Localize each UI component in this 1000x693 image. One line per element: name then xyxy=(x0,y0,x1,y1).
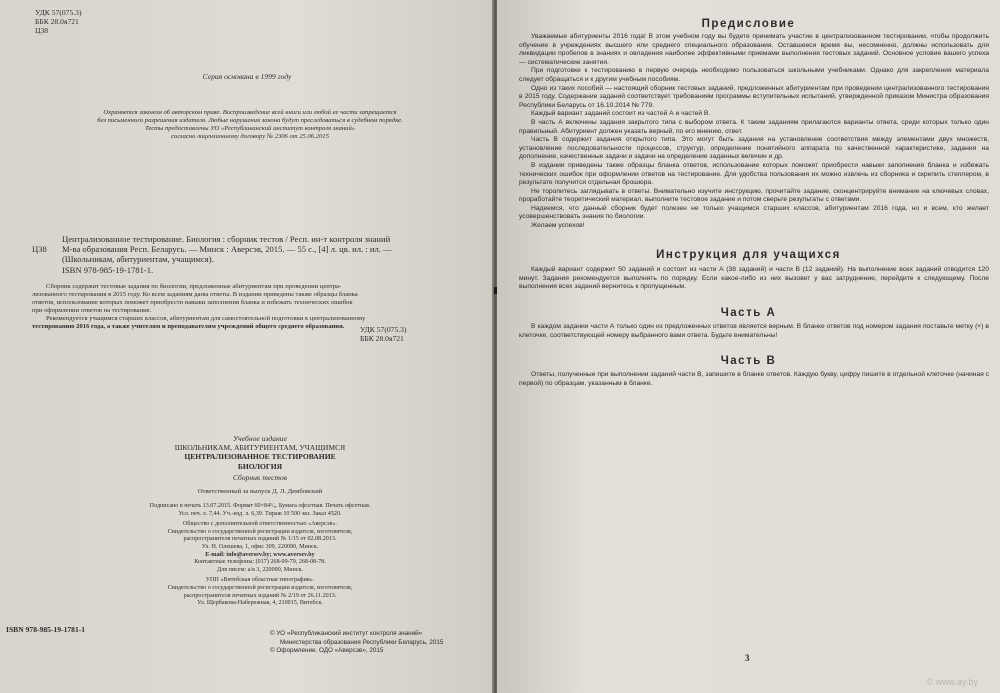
part-b-title: Часть В xyxy=(720,355,777,367)
series-note: Серия основана в 1999 году xyxy=(202,72,292,81)
notice-line: Охраняется законом об авторском праве. Воспроизведение всей книги или любой ее части запрещается xyxy=(103,109,397,116)
copyright-line: Министерства образования Республики Беларусь, 2015 xyxy=(280,638,444,646)
annotation-line: тестированию 2016 года, а также учителям и преподавателям учреждений общего среднего образования. xyxy=(32,323,345,330)
edition-subject: БИОЛОГИЯ xyxy=(237,461,283,471)
right-page xyxy=(497,0,1000,693)
preface-paragraph: Надеемся, что данный сборник будет полезен не только учащимся старших классов, абитуриентам 2016 года, но и всем, кто желает усовершенствовать знания по биологии. xyxy=(519,204,989,221)
footer-copyright xyxy=(270,630,443,656)
imprint-line: Подписано в печать 13.07.2015. Формат 60×84¹/₈. Бумага офсетная. Печать офсетная. xyxy=(149,503,371,509)
preface-closing: Желаем успехов! xyxy=(531,222,585,230)
isbn-bottom: ISBN 978-985-19-1781-1 xyxy=(6,625,86,634)
bbk-line: ББК 28.0я721 xyxy=(35,17,79,27)
notice-line: согласно лицензионному договору № 2306 от 25.06.2015 xyxy=(171,133,329,140)
imprint-line: Усл. печ. л. 7,44. Уч.-изд. л. 6,39. Тираж 10 500 экз. Заказ 4520. xyxy=(178,510,342,517)
bbk-line: ББК 28.0я721 xyxy=(360,334,404,344)
udk-line: УДК 57(075.3) xyxy=(35,8,82,17)
annotation-line: Сборник содержит тестовые задания по биологии, предложенные абитуриентам при проведении центра- xyxy=(46,283,342,290)
page-number: 3 xyxy=(745,653,750,663)
bibliographic-record xyxy=(32,234,477,275)
preface-paragraph: В часть А включены задания закрытого типа с выбором ответа. К таким заданиям прилагаются варианты ответа, среди которых только один правильный. Абитуриент должен указать верный, по его мнению, ответ. xyxy=(519,118,989,135)
imprint-line: Контактные телефоны: (017) 268-09-79, 268-08-78. xyxy=(194,559,326,566)
notice-line: без письменного разрешения издателя. Любые нарушения закона будут преследоваться в судебном порядке. xyxy=(97,117,403,124)
imprint-block xyxy=(100,503,420,608)
imprint-line: распространителя печатных изданий № 2/19 от 26.11.2013. xyxy=(183,592,337,599)
imprint-line: Ул. Щербакова-Набережная, 4, 210015, Витебск. xyxy=(197,600,323,607)
preface-paragraph: Уважаемые абитуриенты 2016 года! В этом учебном году вы будете принимать участие в централизованном тестировании, чтобы продолжить обучение в учреждениях высшего или среднего специального образования. Оставшееся время вы, несомненно, должны использовать для ликвидации пробелов в знаниях и овладения наиболее эффективными приемами выполнения тестовых заданий. Основное условие вашего успеха — систематические занятия. xyxy=(519,33,989,66)
preface-paragraph: При подготовке к тестированию в первую очередь необходимо пользоваться школьными учебниками. Однако для закрепления материала следует обращаться и к другим учебным пособиям. xyxy=(519,67,989,83)
copyright-line: © УО «Республиканский институт контроля знаний» xyxy=(270,630,423,637)
responsible-line: Ответственный за выпуск Д. Л. Дембовский xyxy=(197,488,323,496)
watermark: © www.ay.by xyxy=(926,677,978,687)
preface-paragraph: В издании приведены также образцы бланка ответов, использование которых поможет приобрести навыки заполнения бланка и избежать технических ошибок при оформлении ответов на тестирование. Для удобства пользования их можно извлечь из сборника и скрепить степлером, в результате получится отдельная брошюра. xyxy=(519,161,989,187)
isbn-line: ISBN 978-985-19-1781-1. xyxy=(62,264,154,275)
edition-block xyxy=(120,434,400,496)
left-page xyxy=(0,0,494,693)
copyright-notice xyxy=(30,109,470,141)
copyright-line: © Оформление. ОДО «Аверсэв», 2015 xyxy=(270,647,384,655)
preface-paragraph: Часть В содержит задания открытого типа. Это могут быть задания на установление соответствия между элементами двух множеств, установление последовательности процессов, структур, определение понятийного аппарата по качественной характеристике, задания на дополнение, качественные задачи и задачи на определение заданных величин и др. xyxy=(519,136,989,161)
part-a-title: Часть А xyxy=(720,307,777,319)
imprint-line: Общество с дополнительной ответственностью «Аверсэв». xyxy=(183,521,337,528)
edition-series: ШКОЛЬНИКАМ, АБИТУРИЕНТАМ, УЧАЩИМСЯ xyxy=(174,443,346,453)
bib-cutter: Ц38 xyxy=(32,244,47,255)
edition-type: Учебное издание xyxy=(233,434,287,443)
preface-body xyxy=(519,33,989,231)
part-b-body xyxy=(519,371,989,388)
imprint-line: Ул. Н. Олешева, 1, офис 309, 220090, Минск. xyxy=(201,543,319,550)
codes-right xyxy=(360,325,470,343)
part-b-paragraph: Ответы, полученные при выполнении заданий части В, запишите в бланке ответов. Каждую букву, цифру пишите в отдельной клеточке (начиная с первой) по образцам, указанным в бланке. xyxy=(519,371,989,387)
instructions-body xyxy=(519,266,989,292)
edition-main: ЦЕНТРАЛИЗОВАННОЕ ТЕСТИРОВАНИЕ xyxy=(184,452,336,462)
preface-paragraph: Не торопитесь заглядывать в ответы. Внимательно изучите инструкцию, прочитайте задание, сконцентрируйте внимание на ключевых словах, проработайте теоретический материал, выполните тестовое задание и потом сверьте результаты с ответами. xyxy=(519,187,989,204)
annotation xyxy=(32,283,472,331)
bib-line: М-ва образования Респ. Беларусь. — Минск : Аверсэв, 2015. — 55 с., [4] л. цв. ил. : ил. — xyxy=(62,244,392,255)
imprint-line: Для писем: а/я 3, 220090, Минск. xyxy=(217,566,303,573)
annotation-line: Рекомендуется учащимся старших классов, абитуриентам для самостоятельной подготовки к централизованному xyxy=(46,315,366,322)
imprint-email: E-mail: info@aversev.by; www.aversev.by xyxy=(205,551,315,558)
annotation-line: при оформлении ответов на тестирование. xyxy=(32,307,152,314)
preface-title: Предисловие xyxy=(701,18,796,30)
imprint-line: Свидетельство о государственной регистрации издателя, изготовителя, xyxy=(167,528,353,535)
notice-line: Тесты предоставлены УО «Республиканский институт контроля знаний» xyxy=(144,125,356,132)
preface-paragraph: Каждый вариант заданий состоит из частей А и частей В. xyxy=(531,110,711,118)
part-a-body xyxy=(519,323,989,340)
annotation-line: ответов, использование которых поможет приобрести навыки заполнения бланка и избежать технических ошибок xyxy=(32,299,353,306)
imprint-line: УПП «Витебская областная типография». xyxy=(205,577,315,584)
part-a-paragraph: В каждом задании части А только один из предложенных ответов является верным. В бланке ответов под номером задания поставьте метку (×) в клеточке, соответствующей номеру выбранного вами ответа. Будьте внимательны! xyxy=(519,323,989,339)
udk-line: УДК 57(075.3) xyxy=(360,325,407,334)
annotation-line: лизованного тестирования в 2015 году. Ко всем заданиям даны ответы. В издании приведены также образцы бланка xyxy=(32,291,358,298)
udk-code-block xyxy=(35,8,82,36)
preface-paragraph: Одно из таких пособий — настоящий сборник тестовых заданий, предложенных абитуриентам при проведении централизованного тестирования в 2015 году. Содержание заданий соответствует требованиям программы вступительных испытаний, утвержденной приказом Министра образования Республики Беларусь от 16.10.2014 № 779. xyxy=(519,84,989,109)
imprint-line: Свидетельство о государственной регистрации издателя, изготовителя, xyxy=(167,584,353,591)
instructions-paragraph: Каждый вариант содержит 50 заданий и состоит из части А (38 заданий) и части В (12 заданий). На выполнение всех заданий отводится 120 минут. Задания рекомендуется выполнять по порядку. Если какое-либо из них вызовет у вас затруднение, перейдите к следующему. После выполнения всех заданий вернитесь к пропущенным. xyxy=(519,266,989,291)
bib-line: (Школьникам, абитуриентам, учащимся). xyxy=(62,254,214,265)
imprint-line: распространителя печатных изданий № 1/15 от 02.08.2013. xyxy=(183,536,337,543)
instructions-title: Инструкция для учащихся xyxy=(656,249,841,261)
cutter-line: Ц38 xyxy=(35,26,49,36)
edition-subtitle: Сборник тестов xyxy=(232,472,288,482)
bib-line: Централизованное тестирование. Биология : сборник тестов / Респ. ин-т контроля знаний xyxy=(62,234,391,244)
